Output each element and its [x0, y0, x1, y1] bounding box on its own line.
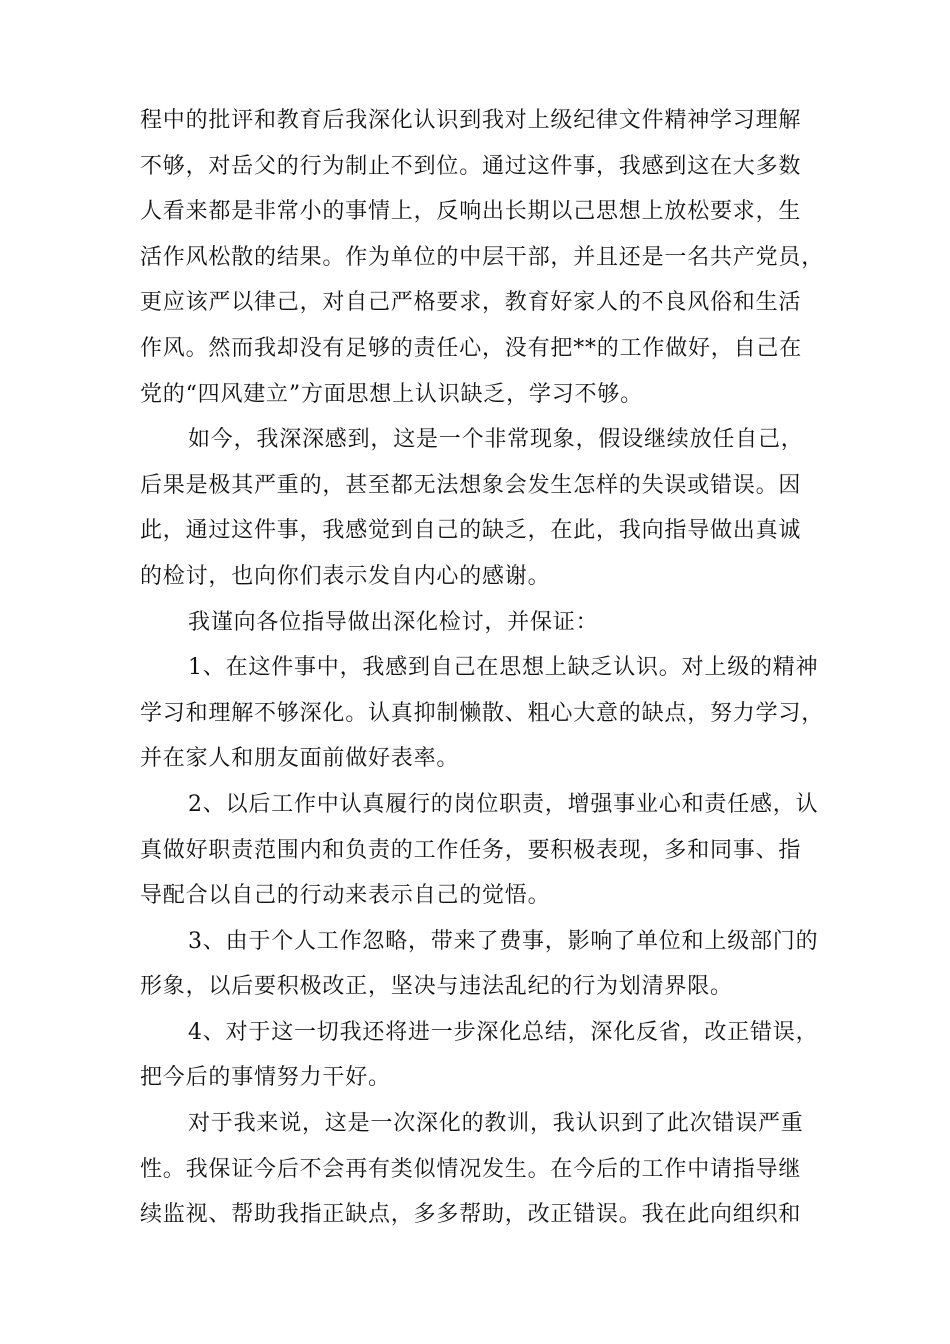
text-line: 更应该严以律己，对自己严格要求，教育好家人的不良风俗和生活: [140, 290, 802, 316]
text-line: 党的“四风建立”方面思想上认识缺乏，学习不够。: [140, 381, 643, 407]
text-line: 3、由于个人工作忽略，带来了费事，影响了单位和上级部门的: [188, 928, 819, 954]
document-body: [140, 98, 825, 1238]
text-line: 不够，对岳父的行为制止不到位。通过这件事，我感到这在大多数: [140, 153, 802, 179]
text-line: 学习和理解不够深化。认真抑制懒散、粗心大意的缺点，努力学习，: [140, 700, 825, 726]
text-line: 续监视、帮助我指正缺点，多多帮助，改正错误。我在此向组织和: [140, 1202, 802, 1228]
text-line: 2、以后工作中认真履行的岗位职责，增强事业心和责任感，认: [188, 791, 819, 817]
text-line: 的检讨，也向你们表示发自内心的感谢。: [140, 563, 551, 589]
text-line: 活作风松散的结果。作为单位的中层干部，并且还是一名共产党员，: [140, 244, 825, 270]
text-line: 性。我保证今后不会再有类似情况发生。在今后的工作中请指导继: [140, 1156, 802, 1182]
text-line: 程中的批评和教育后我深化认识到我对上级纪律文件精神学习理解: [140, 108, 802, 133]
text-line: 我谨向各位指导做出深化检讨，并保证：: [188, 609, 599, 635]
text-line: 如今，我深深感到，这是一个非常现象，假设继续放任自己，: [188, 427, 804, 453]
paragraph-item-4: [140, 1010, 819, 1101]
paragraph-reflection: [140, 417, 812, 599]
text-line: 后果是极其严重的，甚至都无法想象会发生怎样的失误或错误。因: [140, 472, 802, 498]
paragraph-pledge-intro: [140, 600, 812, 646]
paragraph-item-2: [140, 782, 819, 919]
text-line: 作风。然而我却没有足够的责任心，没有把**的工作做好，自己在: [140, 335, 803, 361]
text-line: 1、在这件事中，我感到自己在思想上缺乏认识。对上级的精神: [188, 655, 819, 681]
text-line: 把今后的事情努力干好。: [140, 1065, 391, 1091]
paragraph-item-1: [140, 645, 825, 782]
text-line: 导配合以自己的行动来表示自己的觉悟。: [140, 883, 551, 909]
text-line: 真做好职责范围内和负责的工作任务，要积极表现，多和同事、指: [140, 837, 802, 863]
text-line: 此，通过这件事，我感觉到自己的缺乏，在此，我向指导做出真诚: [140, 518, 802, 544]
text-line: 并在家人和朋友面前做好表率。: [140, 746, 460, 772]
text-line: 4、对于这一切我还将进一步深化总结，深化反省，改正错误，: [188, 1019, 819, 1045]
text-line: 形象，以后要积极改正，坚决与违法乱纪的行为划清界限。: [140, 974, 733, 1000]
text-line: 人看来都是非常小的事情上，反响出长期以己思想上放松要求，生: [140, 199, 802, 225]
paragraph-item-3: [140, 919, 819, 1010]
text-line: 对于我来说，这是一次深化的教训，我认识到了此次错误严重: [188, 1111, 804, 1137]
paragraph-conclusion: [140, 1101, 812, 1238]
paragraph-continuation: [140, 98, 825, 417]
